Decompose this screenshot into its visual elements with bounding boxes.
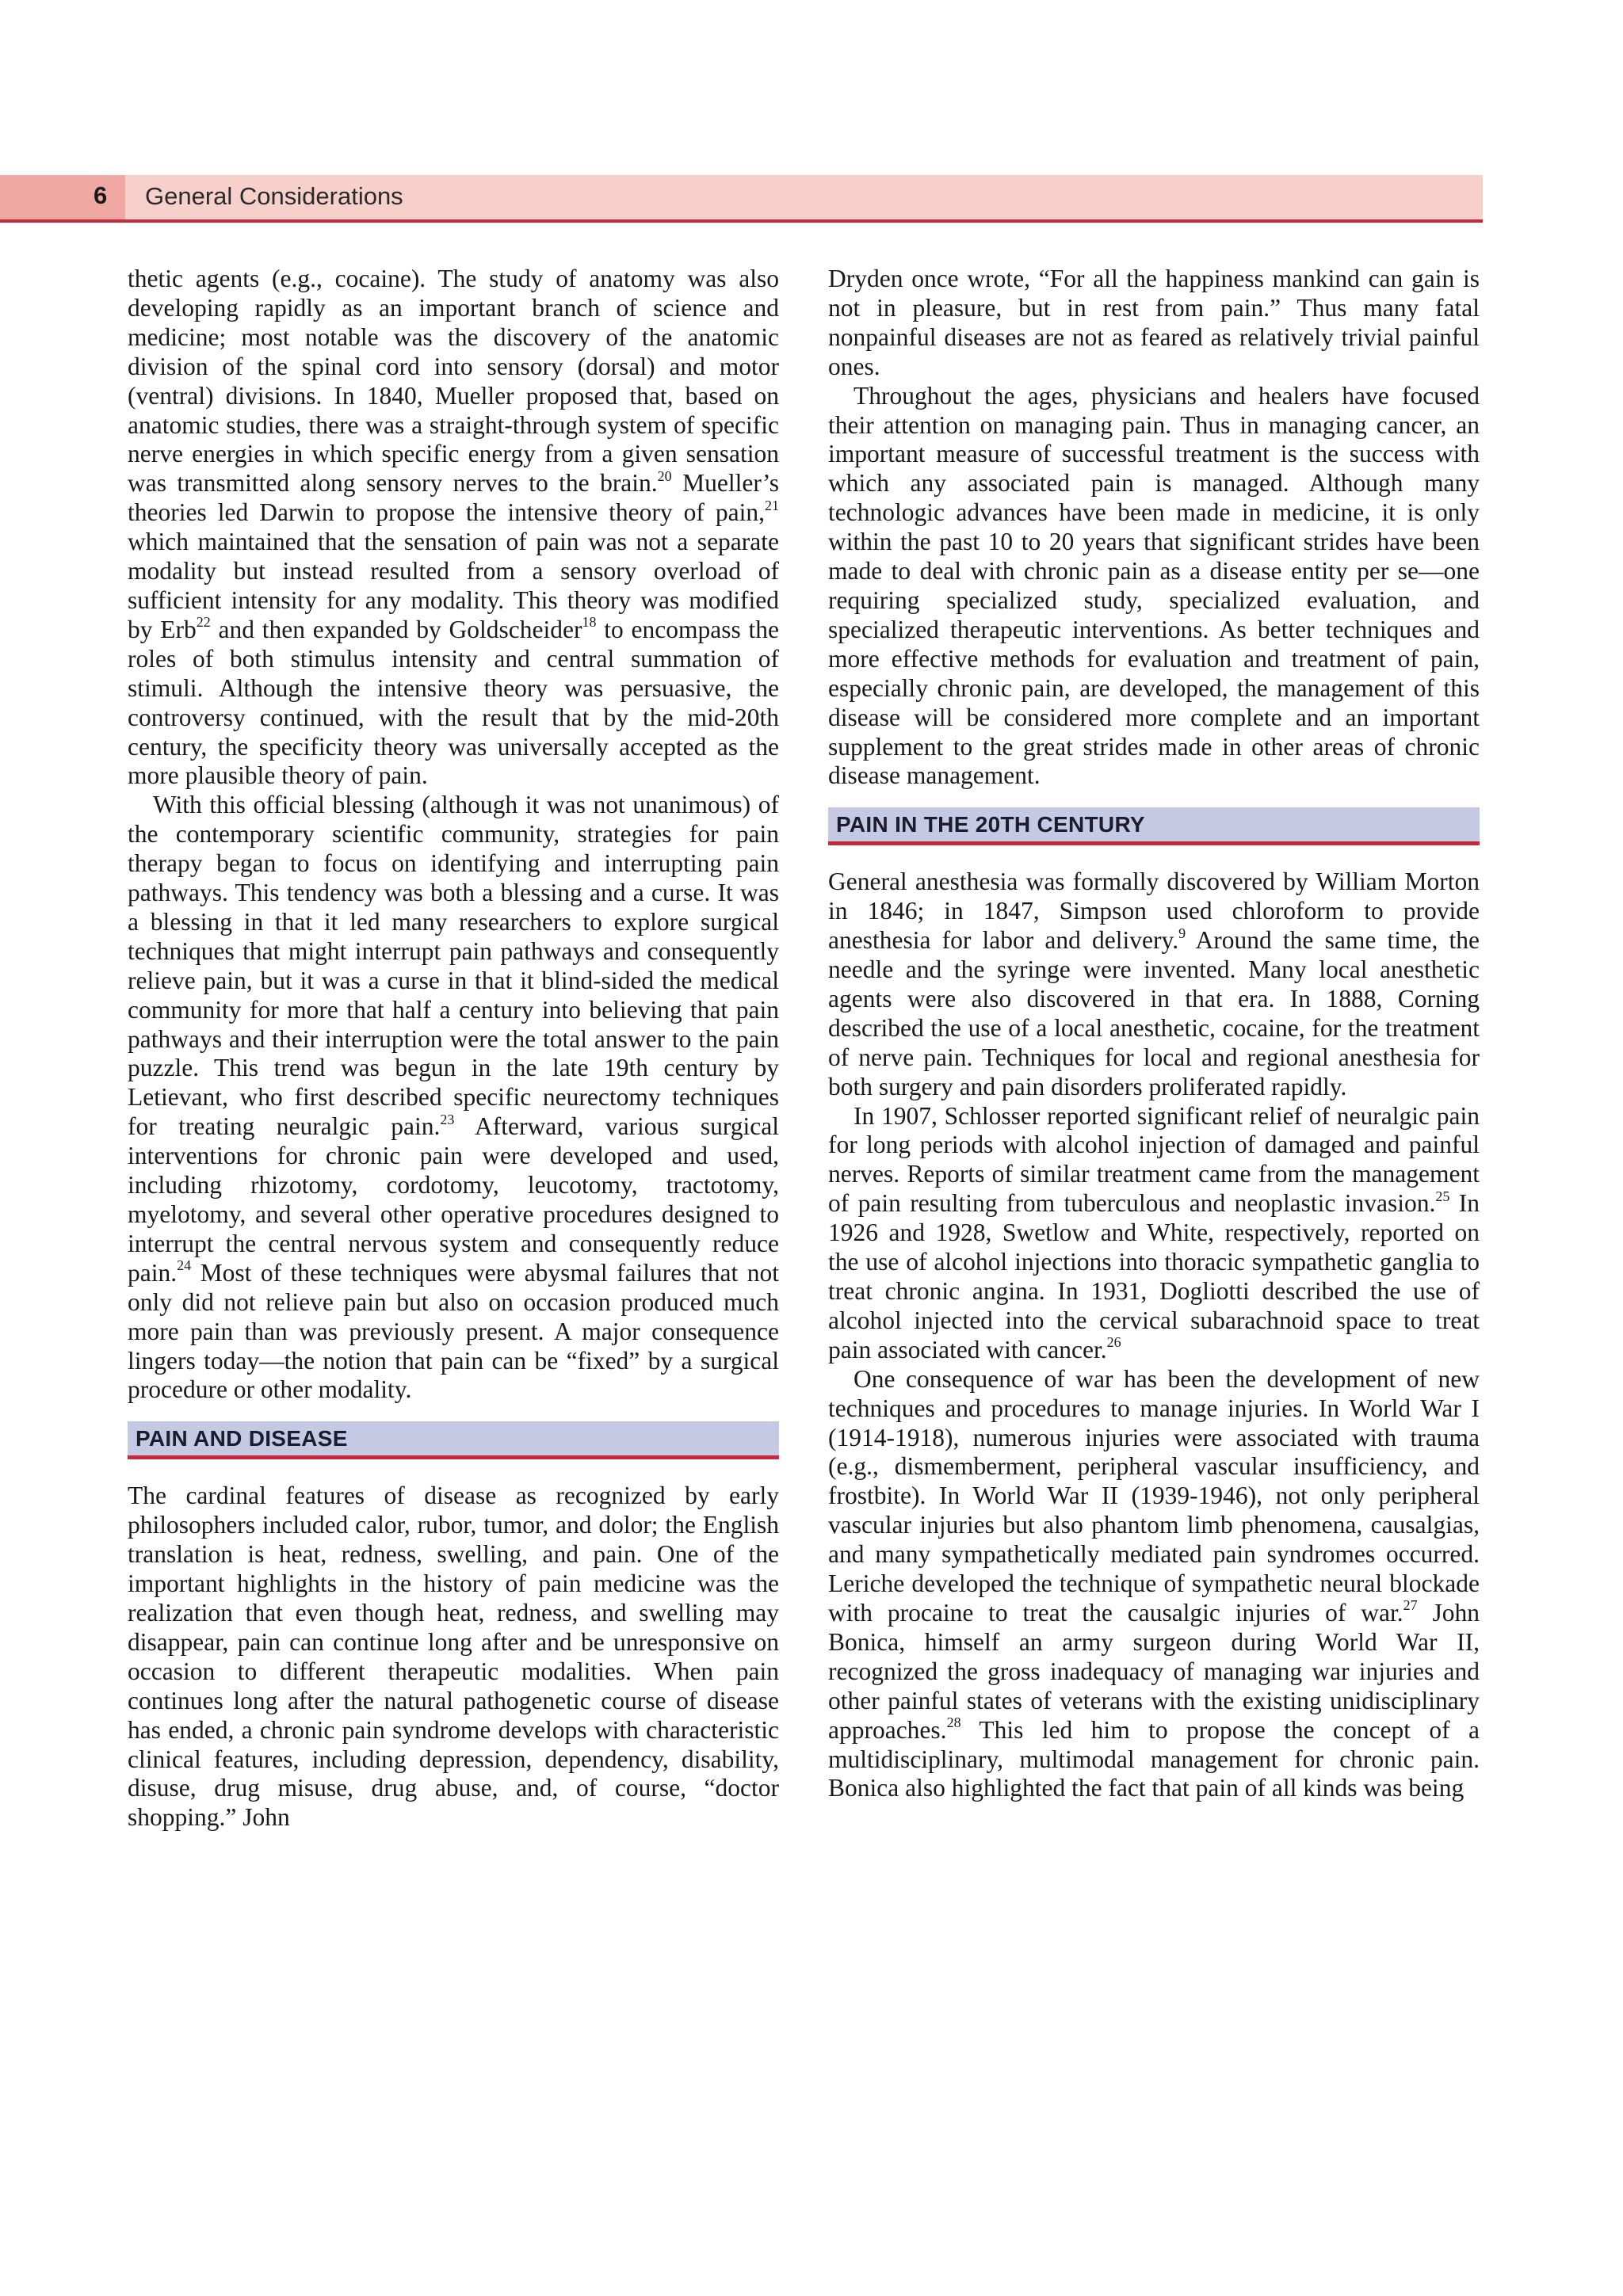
text-run: which maintained that the sensation of pain was not a separate modality but instead resulted from a sensory overload of sufficient intensity for any modality. This theory was modified by Erb <box>128 528 779 643</box>
citation-superscript: 24 <box>177 1257 192 1274</box>
text-run: In 1926 and 1928, Swetlow and White, respectively, reported on the use of alcohol injections into thoracic sympathetic ganglia to treat chronic angina. In 1931, Dogliotti described the use of alcohol injected into the cervical subarachnoid space to treat pain associated with cancer. <box>828 1189 1480 1363</box>
citation-superscript: 26 <box>1106 1334 1121 1351</box>
left-column <box>128 265 779 1833</box>
citation-superscript: 27 <box>1403 1597 1418 1614</box>
text-run: John Bonica, himself an army surgeon during World War II, recognized the gross inadequacy of managing war injuries and other painful states of veterans with the existing unidisciplinary approaches. <box>828 1598 1480 1744</box>
section-heading-pain-and-disease: PAIN AND DISEASE <box>128 1421 779 1459</box>
running-header <box>0 175 1483 223</box>
page-number: 6 <box>94 181 108 209</box>
text-run: Most of these techniques were abysmal failures that not only did not relieve pain but also on occasion produced much more pain than was previously present. A major consequence lingers today—the notion that pain can be “fixed” by a surgical procedure or other modality. <box>128 1258 779 1404</box>
citation-superscript: 18 <box>582 614 597 631</box>
paragraph <box>828 868 1480 1101</box>
paragraph: The cardinal features of disease as recognized by early philosophers included calor, rubor, tumor, and dolor; the English translation is heat, redness, swelling, and pain. One of the important highlights in the history of pain medicine was the realization that even though heat, redness, and swelling may disappear, pain can continue long after and be unresponsive on occasion to different therapeutic modalities. When pain continues long after the natural pathogenetic course of disease has ended, a chronic pain syndrome develops with characteristic clinical features, including depression, dependency, disability, disuse, drug misuse, drug abuse, and, of course, “doctor shopping.” John <box>128 1482 779 1832</box>
text-run: General anesthesia was formally discovered by William Morton in 1846; in 1847, Simpson used chloroform to provide anesthesia for labor and delivery. <box>828 868 1480 955</box>
paragraph: Throughout the ages, physicians and healers have focused their attention on managing pain. Thus in managing cancer, an important measure of successful treatment is the success with which any associated pain is managed. Although many technologic advances have been made in medicine, it is only within the past 10 to 20 years that significant strides have been made to deal with chronic pain as a disease entity per se—one requiring specialized study, specialized evaluation, and specialized therapeutic interventions. As better techniques and more effective methods for evaluation and treatment of pain, especially chronic pain, are developed, the management of this disease will be considered more complete and an important supplement to the great strides made in other areas of chronic disease management. <box>828 381 1480 790</box>
text-run: One consequence of war has been the development of new techniques and procedures to manage injuries. In World War I (1914-1918), numerous injuries were associated with trauma (e.g., dismemberment, peripheral vascular insufficiency, and frostbite). In World War II (1939-1946), not only peripheral vascular injuries but also phantom limb phenomena, causalgias, and many sympathetically mediated pain syndromes occurred. Leriche developed the technique of sympathetic neural blockade with procaine to treat the causalgic injuries of war. <box>828 1364 1480 1627</box>
citation-superscript: 20 <box>657 467 672 484</box>
paragraph <box>128 265 779 791</box>
paragraph <box>828 1102 1480 1365</box>
text-run: thetic agents (e.g., cocaine). The study of anatomy was also developing rapidly as an important branch of science and medicine; most notable was the discovery of the anatomic division of the spinal cord into sensory (dorsal) and motor (ventral) divisions. In 1840, Mueller proposed that, based on anatomic studies, there was a straight-through system of specific nerve energies in which specific energy from a given sensation was transmitted along sensory nerves to the brain. <box>128 265 779 498</box>
citation-superscript: 28 <box>946 1714 961 1731</box>
citation-superscript: 21 <box>765 497 779 513</box>
text-run: Afterward, various surgical interventions for chronic pain were developed and used, including rhizotomy, cordotomy, leucotomy, tractotomy, myelotomy, and several other operative procedures designed to interrupt the central nervous system and consequently reduce pain. <box>128 1112 779 1287</box>
text-run: to encompass the roles of both stimulus intensity and central summation of stimuli. Although the intensive theory was persuasive, the controversy continued, with the result that by the mid-20th century, the specificity theory was universally accepted as the more plausible theory of pain. <box>128 615 779 790</box>
text-run: In 1907, Schlosser reported significant relief of neuralgic pain for long periods with alcohol injection of damaged and painful nerves. Reports of similar treatment came from the management of pain resulting from tuberculous and neoplastic invasion. <box>828 1101 1480 1218</box>
running-header-title: General Considerations <box>145 182 403 210</box>
text-run: With this official blessing (although it was not unanimous) of the contemporary scientific community, strategies for pain therapy began to focus on identifying and interrupting pain pathways. This tendency was both a blessing and a curse. It was a blessing in that it led many researchers to explore surgical techniques that might interrupt pain pathways and consequently relieve pain, but it was a curse in that it blind-sided the medical community for more that half a century into believing that pain pathways and their interruption were the total answer to the pain puzzle. This trend was begun in the late 19th century by Letievant, who first described specific neurectomy techniques for treating neuralgic pain. <box>128 791 779 1141</box>
right-column <box>828 265 1480 1803</box>
paragraph: Dryden once wrote, “For all the happiness mankind can gain is not in pleasure, but in rest from pain.” Thus many fatal nonpainful diseases are not as feared as relatively trivial painful ones. <box>828 265 1480 380</box>
citation-superscript: 23 <box>440 1111 455 1127</box>
citation-superscript: 25 <box>1435 1188 1450 1204</box>
paragraph <box>128 791 779 1405</box>
text-run: Mueller’s theories led Darwin to propose the intensive theory of pain, <box>128 469 779 527</box>
citation-superscript: 22 <box>196 614 211 631</box>
section-heading-pain-in-the-20th-century: PAIN IN THE 20TH CENTURY <box>828 807 1480 845</box>
paragraph <box>828 1365 1480 1804</box>
text-run: This led him to propose the concept of a multidisciplinary, multimodal management for chronic pain. Bonica also highlighted the fact that pain of all kinds was being <box>828 1715 1480 1802</box>
text-run: and then expanded by Goldscheider <box>210 615 582 643</box>
text-run: Around the same time, the needle and the syringe were invented. Many local anesthetic agents were also discovered in that era. In 1888, Corning described the use of a local anesthetic, cocaine, for the treatment of nerve pain. Techniques for local and regional anesthesia for both surgery and pain disorders proliferated rapidly. <box>828 926 1480 1100</box>
citation-superscript: 9 <box>1178 925 1186 941</box>
